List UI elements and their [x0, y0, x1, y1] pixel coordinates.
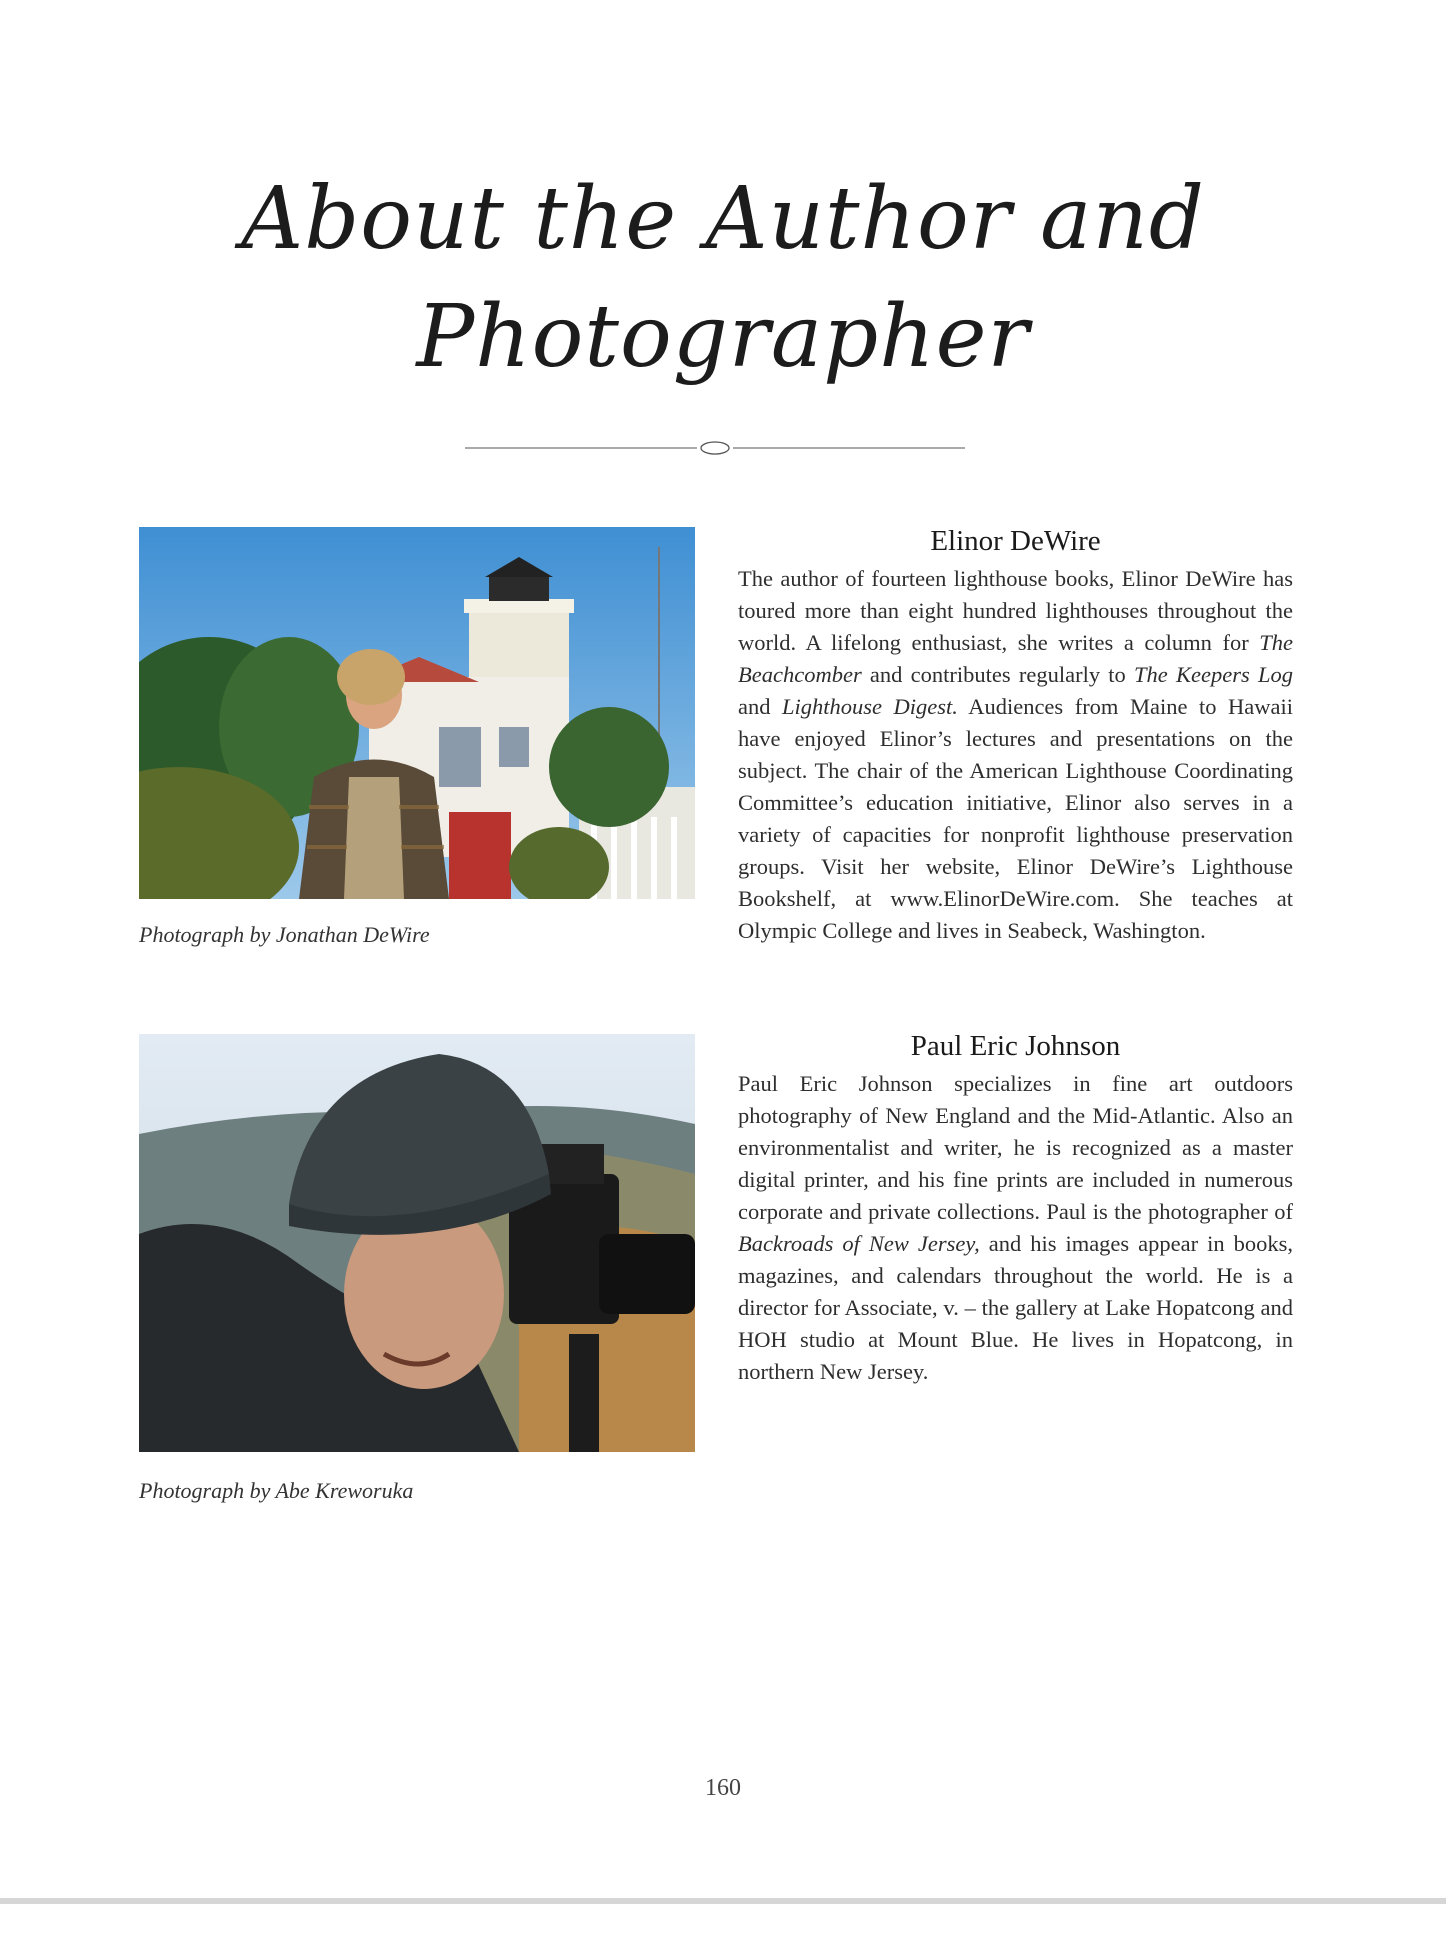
photographer-photo-caption: Photograph by Abe Kreworuka [139, 1478, 414, 1503]
photographer-bio [738, 1028, 1293, 1388]
page-number: 160 [705, 1775, 741, 1801]
photographer-bio-text: Paul Eric Johnson specializes in fine art outdoors photography of New England and the Mid-Atlantic. Also an environmentalist and writer, he is recognized as a master digital printer, and his fine prints are included in numerous corporate and private collections. Paul is the photographer of Backroads of New Jersey, and his images appear in books, magazines, and calendars throughout the world. He is a director for Associate, v. – the gallery at Lake Hopatcong and HOH studio at Mount Blue. He lives in Hopatcong, in northern New Jersey. [738, 1071, 1293, 1384]
page-bottom-rule [0, 1898, 1446, 1904]
photographer-photo [139, 1034, 695, 1452]
author-photo-caption: Photograph by Jonathan DeWire [139, 922, 430, 947]
title-ornament-divider [465, 436, 965, 460]
author-bio [738, 523, 1293, 947]
title-line-2: Photographer [416, 287, 1030, 387]
author-bio-text: The author of fourteen lighthouse books, Elinor DeWire has toured more than eight hundred lighthouses throughout the world. A lifelong enthusiast, she writes a column for The Beachcomber and contributes regularly to The Keepers Log and Lighthouse Digest. Audiences from Maine to Hawaii have enjoyed Elinor’s lectures and presentations on the subject. The chair of the American Lighthouse Coordinating Committee’s education initiative, Elinor also serves in a variety of capacities for nonprofit lighthouse preservation groups. Visit her website, Elinor DeWire’s Lighthouse Bookshelf, at www.ElinorDeWire.com. She teaches at Olympic College and lives in Seabeck, Washington. [738, 566, 1293, 943]
photographer-name: Paul Eric Johnson [910, 1030, 1121, 1062]
page-title [200, 160, 1246, 396]
title-line-1: About the Author and [241, 169, 1205, 269]
author-name: Elinor DeWire [930, 525, 1101, 557]
author-photo [139, 527, 695, 899]
